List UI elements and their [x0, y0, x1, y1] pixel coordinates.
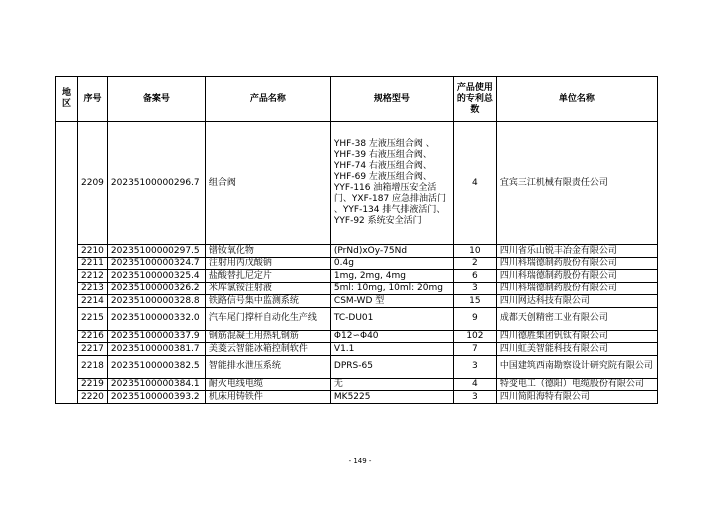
- unit-name: 四川简阳海特有限公司: [496, 391, 657, 404]
- row-number: 2219: [78, 378, 108, 391]
- spec-model: DPRS-65: [330, 355, 453, 378]
- spec-model: YHF-38 左液压组合阀 、YHF-39 右液压组合阀、YHF-74 右液压组合阀、YHF-69 左液压组合阀、YYF-116 油箱增压安全活门、YXF-187 应急排油活门 、YYF-134 排气排液活门、YYF-92 系统安全活门: [330, 122, 453, 245]
- unit-name: 四川科瑞德制药股份有限公司: [496, 282, 657, 295]
- product-name: 组合阀: [205, 122, 330, 245]
- record-number: 20235100000332.0: [107, 307, 205, 330]
- product-name: 注射用丙戊酸钠: [205, 257, 330, 270]
- product-name: 智能排水泄压系统: [205, 355, 330, 378]
- unit-name: 四川德胜集团钒钛有限公司: [496, 330, 657, 343]
- table-row: [56, 355, 658, 378]
- table-row: [56, 282, 658, 295]
- spec-model: 0.4g: [330, 257, 453, 270]
- product-name: 镨钕氧化物: [205, 245, 330, 258]
- table-row: [56, 122, 658, 245]
- page-number: - 149 -: [348, 457, 372, 465]
- product-name: 耐火电线电缆: [205, 378, 330, 391]
- record-number: 20235100000325.4: [107, 270, 205, 283]
- record-number: 20235100000382.5: [107, 355, 205, 378]
- table-row: [56, 330, 658, 343]
- spec-model: 无: [330, 378, 453, 391]
- row-number: 2220: [78, 391, 108, 404]
- header-region: 地区: [56, 77, 78, 122]
- row-number: 2212: [78, 270, 108, 283]
- region-cell: [56, 122, 78, 404]
- product-name: 钢筋混凝土用热轧钢筋: [205, 330, 330, 343]
- patent-count: 4: [453, 122, 496, 245]
- row-number: 2210: [78, 245, 108, 258]
- row-number: 2215: [78, 307, 108, 330]
- product-name: 机床用铸铁件: [205, 391, 330, 404]
- patent-count: 4: [453, 378, 496, 391]
- record-number: 20235100000297.5: [107, 245, 205, 258]
- record-number: 20235100000381.7: [107, 343, 205, 356]
- product-name: 盐酸替扎尼定片: [205, 270, 330, 283]
- row-number: 2218: [78, 355, 108, 378]
- row-number: 2216: [78, 330, 108, 343]
- table-row: [56, 378, 658, 391]
- table-header-row: [56, 77, 658, 122]
- patent-count: 3: [453, 355, 496, 378]
- patent-count: 7: [453, 343, 496, 356]
- table-row: [56, 343, 658, 356]
- product-name: 铁路信号集中监测系统: [205, 295, 330, 308]
- table-row: [56, 391, 658, 404]
- patent-count: 10: [453, 245, 496, 258]
- row-number: 2214: [78, 295, 108, 308]
- unit-name: 四川科瑞德制药股份有限公司: [496, 257, 657, 270]
- record-number: 20235100000326.2: [107, 282, 205, 295]
- unit-name: 宜宾三江机械有限责任公司: [496, 122, 657, 245]
- spec-model: CSM-WD 型: [330, 295, 453, 308]
- spec-model: 5ml: 10mg, 10ml: 20mg: [330, 282, 453, 295]
- spec-model: MK5225: [330, 391, 453, 404]
- record-number: 20235100000384.1: [107, 378, 205, 391]
- patent-count: 102: [453, 330, 496, 343]
- row-number: 2211: [78, 257, 108, 270]
- unit-name: 四川虹美智能科技有限公司: [496, 343, 657, 356]
- record-number: 20235100000337.9: [107, 330, 205, 343]
- unit-name: 特变电工（德阳）电缆股份有限公司: [496, 378, 657, 391]
- header-spec: 规格型号: [330, 77, 453, 122]
- header-no: 序号: [78, 77, 108, 122]
- unit-name: 中国建筑西南勘察设计研究院有限公司: [496, 355, 657, 378]
- table-row: [56, 270, 658, 283]
- spec-model: (PrNd)xOy-75Nd: [330, 245, 453, 258]
- spec-model: V1.1: [330, 343, 453, 356]
- spec-model: 1mg, 2mg, 4mg: [330, 270, 453, 283]
- record-number: 20235100000393.2: [107, 391, 205, 404]
- patent-count: 9: [453, 307, 496, 330]
- product-name: 美菱云智能冰箱控制软件: [205, 343, 330, 356]
- table-row: [56, 295, 658, 308]
- patent-count: 3: [453, 391, 496, 404]
- table-row: [56, 245, 658, 258]
- row-number: 2213: [78, 282, 108, 295]
- table-row: [56, 307, 658, 330]
- table-row: [56, 257, 658, 270]
- record-number: 20235100000324.7: [107, 257, 205, 270]
- patent-count: 15: [453, 295, 496, 308]
- product-name: 汽车尾门撑杆自动化生产线: [205, 307, 330, 330]
- unit-name: 成都天创精密工业有限公司: [496, 307, 657, 330]
- patent-count: 2: [453, 257, 496, 270]
- header-unit: 单位名称: [496, 77, 657, 122]
- patent-record-table: [55, 76, 658, 404]
- record-number: 20235100000296.7: [107, 122, 205, 245]
- unit-name: 四川网达科技有限公司: [496, 295, 657, 308]
- header-product: 产品名称: [205, 77, 330, 122]
- spec-model: TC-DU01: [330, 307, 453, 330]
- unit-name: 四川省乐山锐丰冶金有限公司: [496, 245, 657, 258]
- unit-name: 四川科瑞德制药股份有限公司: [496, 270, 657, 283]
- patent-count: 6: [453, 270, 496, 283]
- patent-count: 3: [453, 282, 496, 295]
- product-name: 米库氯铵注射液: [205, 282, 330, 295]
- row-number: 2209: [78, 122, 108, 245]
- row-number: 2217: [78, 343, 108, 356]
- header-count: 产品使用的专利总数: [453, 77, 496, 122]
- header-record: 备案号: [107, 77, 205, 122]
- spec-model: Φ12∽Φ40: [330, 330, 453, 343]
- record-number: 20235100000328.8: [107, 295, 205, 308]
